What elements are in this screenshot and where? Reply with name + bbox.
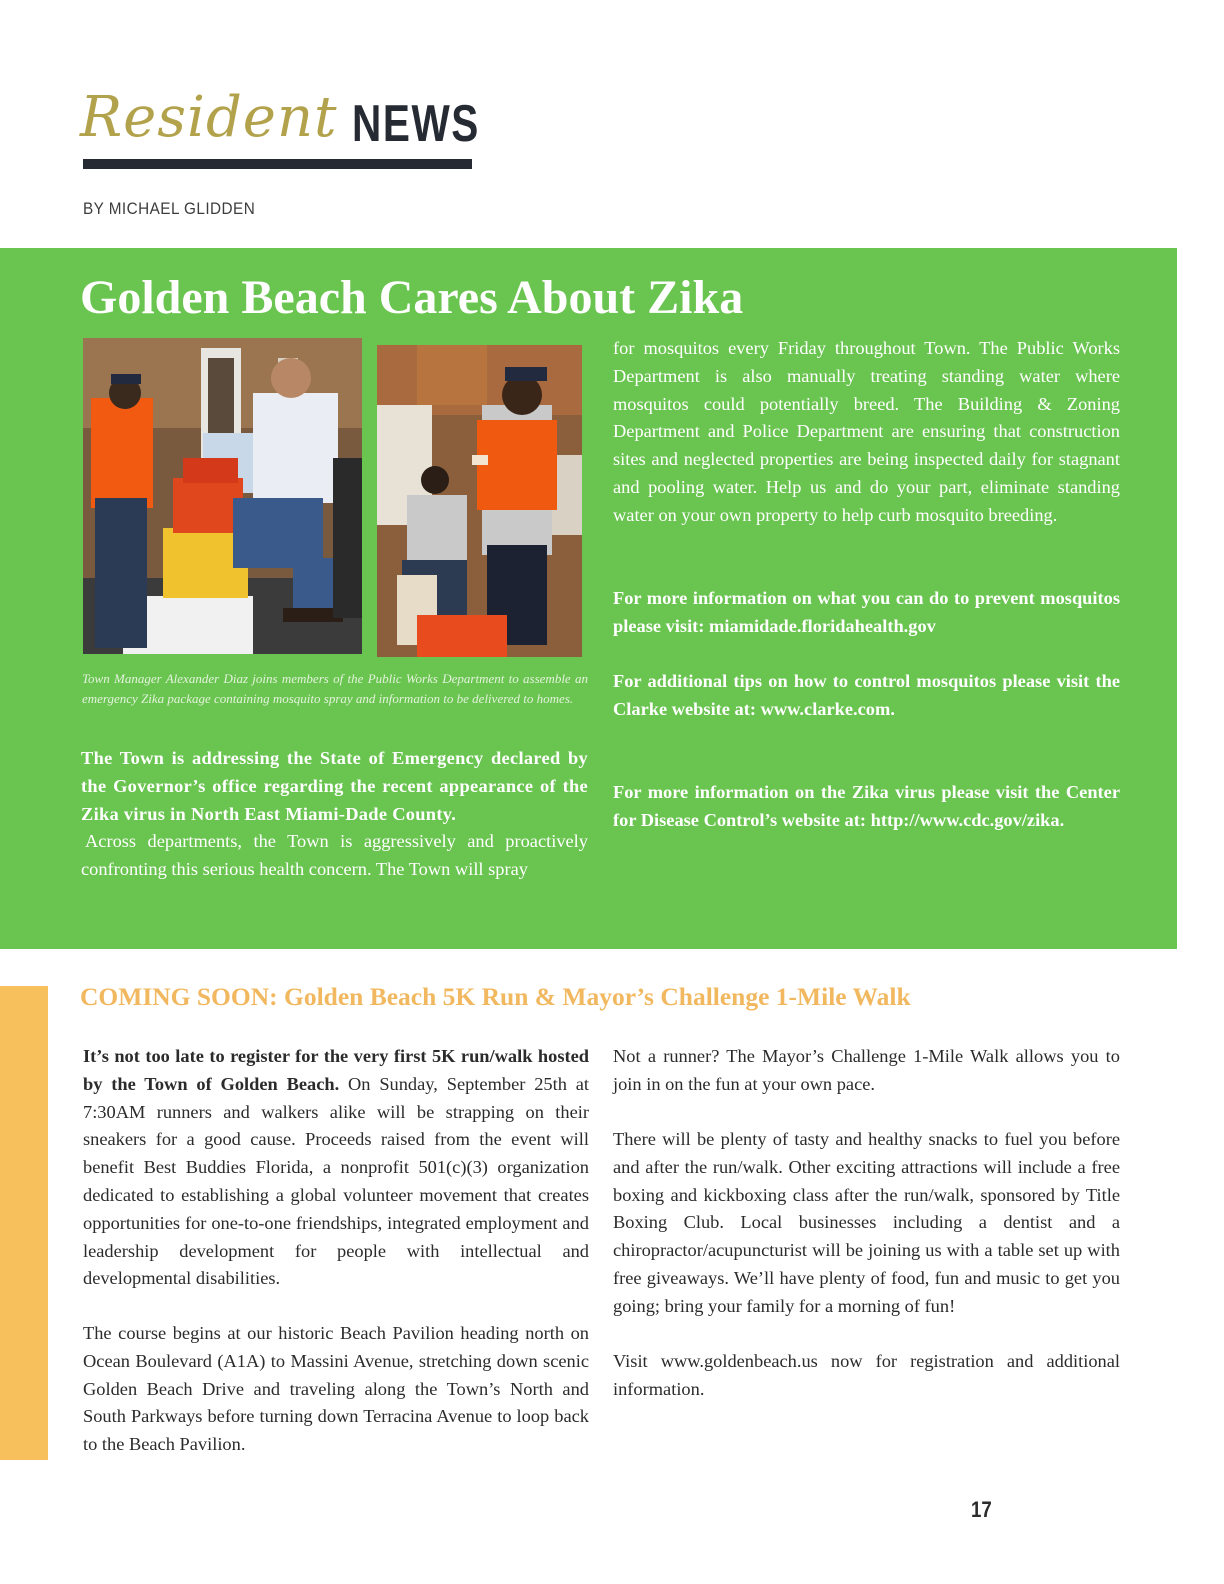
- attractions-paragraph: There will be plenty of tasty and healthy snacks to fuel you before and after the run/walk. Other exciting attractions will include a free boxing and kickboxing class after the run/walk, sponsored by Title Boxing Club. Local businesses including a dentist and a chiropractor/acupuncturist will be joining us with a table set up with free giveaways. We’ll have plenty of food, fun and music to get you going; bring your family for a morning of fun!: [613, 1129, 1120, 1316]
- photo-caption: Town Manager Alexander Diaz joins members of the Public Works Department to assemble an emergency Zika package containing mosquito spray and information to be delivered to homes.: [82, 671, 588, 706]
- zika-left-column: [81, 745, 588, 884]
- photo-worker-inspecting: [377, 345, 582, 657]
- zika-lead: The Town is addressing the State of Emergency declared by the Governor’s office regarding the recent appearance of the Zika virus in North East Miami-Dade County.: [81, 748, 588, 824]
- page-number: 17: [971, 1497, 992, 1522]
- race-course-paragraph: The course begins at our historic Beach Pavilion heading north on Ocean Boulevard (A1A) to Massini Avenue, stretching down scenic Golden Beach Drive and traveling along the Town’s North and South Parkways before turning down Terracina Avenue to loop back to the Beach Pavilion.: [83, 1323, 589, 1455]
- race-details: On Sunday, September 25th at 7:30AM runners and walkers alike will be strapping on their sneakers for a good cause. Proceeds raised from the event will benefit Best Buddies Florida, a nonprofit 501(c)(3) organization dedicated to establishing a global volunteer movement that creates opportunities for one-to-one friendships, integrated employment and leadership development for people with intellectual and developmental disabilities.: [83, 1073, 589, 1289]
- byline: BY MICHAEL GLIDDEN: [83, 199, 256, 218]
- race-lead: It’s not too late to register for the very first 5K run/walk hosted by the Town of Golden Beach.: [83, 1046, 589, 1094]
- walk-paragraph: Not a runner? The Mayor’s Challenge 1-Mile Walk allows you to join in on the fun at your own pace.: [613, 1046, 1120, 1094]
- zika-info-cdc: For more information on the Zika virus please visit the Center for Disease Control’s website at: http://www.cdc.gov/zika.: [613, 782, 1120, 830]
- zika-info-clarke: For additional tips on how to control mosquitos please visit the Clarke website at: www.clarke.com.: [613, 671, 1120, 719]
- zika-info-floridahealth: For more information on what you can do to prevent mosquitos please visit: miamidade.floridahealth.gov: [613, 588, 1120, 636]
- coming-soon-headline: COMING SOON: Golden Beach 5K Run & Mayor’s Challenge 1-Mile Walk: [80, 982, 911, 1011]
- registration-paragraph: Visit www.goldenbeach.us now for registration and additional information.: [613, 1351, 1120, 1399]
- masthead-resident: Resident: [80, 85, 338, 150]
- masthead-rule: [83, 159, 472, 169]
- masthead: [80, 84, 480, 170]
- photo-zika-package-assembly: [83, 338, 362, 654]
- accent-bar: [0, 986, 48, 1460]
- race-paragraph-1: [83, 1043, 589, 1293]
- zika-body-start: Across departments, the Town is aggressively and proactively confronting this serious health concern. The Town will spray: [81, 831, 588, 880]
- zika-body-continued: for mosquitos every Friday throughout Town. The Public Works Department is also manually treating standing water where mosquitos could potentially breed. The Building & Zoning Department and Police Department are ensuring that construction sites and neglected properties are being inspected daily for stagnant and pooling water. Help us and do your part, eliminate standing water on your own property to help curb mosquito breeding.: [613, 338, 1120, 525]
- masthead-news: NEWS: [352, 95, 480, 153]
- zika-headline: Golden Beach Cares About Zika: [80, 271, 744, 324]
